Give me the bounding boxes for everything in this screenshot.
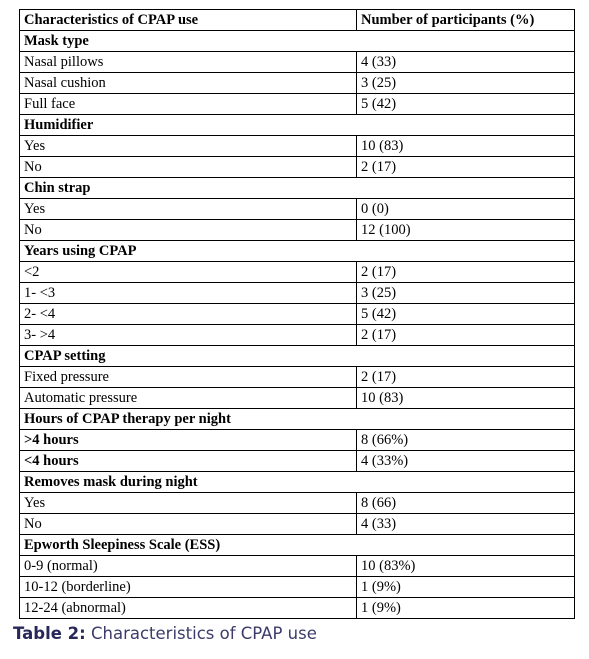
row-value: 10 (83%) xyxy=(357,556,575,577)
row-value: 1 (9%) xyxy=(357,577,575,598)
section-row xyxy=(20,178,575,199)
row-value: 12 (100) xyxy=(357,220,575,241)
row-label: >4 hours xyxy=(20,430,357,451)
row-value: 3 (25) xyxy=(357,73,575,94)
section-title: Hours of CPAP therapy per night xyxy=(20,409,575,430)
table-row xyxy=(20,304,575,325)
section-title: CPAP setting xyxy=(20,346,575,367)
table-body xyxy=(20,31,575,619)
row-label: Automatic pressure xyxy=(20,388,357,409)
table-row xyxy=(20,493,575,514)
table-row xyxy=(20,73,575,94)
row-label: <2 xyxy=(20,262,357,283)
table-row xyxy=(20,514,575,535)
cpap-characteristics-table-container xyxy=(19,9,574,619)
row-label: Nasal pillows xyxy=(20,52,357,73)
row-value: 10 (83) xyxy=(357,136,575,157)
table-row xyxy=(20,577,575,598)
table-row xyxy=(20,451,575,472)
row-value: 1 (9%) xyxy=(357,598,575,619)
row-label: Yes xyxy=(20,136,357,157)
row-value: 4 (33) xyxy=(357,52,575,73)
row-label: No xyxy=(20,157,357,178)
row-label: 0-9 (normal) xyxy=(20,556,357,577)
section-title: Humidifier xyxy=(20,115,575,136)
row-label: No xyxy=(20,514,357,535)
section-title: Years using CPAP xyxy=(20,241,575,262)
row-value: 2 (17) xyxy=(357,262,575,283)
row-value: 5 (42) xyxy=(357,304,575,325)
row-label: <4 hours xyxy=(20,451,357,472)
header-characteristics: Characteristics of CPAP use xyxy=(20,10,357,31)
row-value: 8 (66%) xyxy=(357,430,575,451)
row-label: Yes xyxy=(20,493,357,514)
section-row xyxy=(20,346,575,367)
section-title: Mask type xyxy=(20,31,575,52)
row-label: No xyxy=(20,220,357,241)
caption-lead: Table 2: xyxy=(13,624,86,643)
row-value: 8 (66) xyxy=(357,493,575,514)
row-value: 4 (33%) xyxy=(357,451,575,472)
row-label: 3- >4 xyxy=(20,325,357,346)
table-row xyxy=(20,52,575,73)
table-row xyxy=(20,430,575,451)
table-row xyxy=(20,136,575,157)
section-title: Epworth Sleepiness Scale (ESS) xyxy=(20,535,575,556)
row-value: 4 (33) xyxy=(357,514,575,535)
table-row xyxy=(20,325,575,346)
table-row xyxy=(20,262,575,283)
table-row xyxy=(20,94,575,115)
cpap-characteristics-table xyxy=(19,9,575,619)
table-caption xyxy=(13,624,317,643)
table-row xyxy=(20,157,575,178)
caption-text: Characteristics of CPAP use xyxy=(85,624,317,643)
row-label: 10-12 (borderline) xyxy=(20,577,357,598)
section-title: Removes mask during night xyxy=(20,472,575,493)
section-row xyxy=(20,241,575,262)
row-label: Fixed pressure xyxy=(20,367,357,388)
table-row xyxy=(20,388,575,409)
section-row xyxy=(20,472,575,493)
row-label: 12-24 (abnormal) xyxy=(20,598,357,619)
table-row xyxy=(20,367,575,388)
row-value: 2 (17) xyxy=(357,325,575,346)
row-label: 1- <3 xyxy=(20,283,357,304)
row-label: Nasal cushion xyxy=(20,73,357,94)
row-label: 2- <4 xyxy=(20,304,357,325)
section-title: Chin strap xyxy=(20,178,575,199)
row-value: 2 (17) xyxy=(357,157,575,178)
row-value: 10 (83) xyxy=(357,388,575,409)
row-value: 3 (25) xyxy=(357,283,575,304)
table-header-row xyxy=(20,10,575,31)
row-label: Yes xyxy=(20,199,357,220)
row-value: 2 (17) xyxy=(357,367,575,388)
row-label: Full face xyxy=(20,94,357,115)
section-row xyxy=(20,31,575,52)
table-row xyxy=(20,283,575,304)
table-row xyxy=(20,556,575,577)
section-row xyxy=(20,535,575,556)
table-row xyxy=(20,598,575,619)
row-value: 5 (42) xyxy=(357,94,575,115)
table-row xyxy=(20,220,575,241)
table-row xyxy=(20,199,575,220)
header-participants: Number of participants (%) xyxy=(357,10,575,31)
row-value: 0 (0) xyxy=(357,199,575,220)
section-row xyxy=(20,409,575,430)
section-row xyxy=(20,115,575,136)
